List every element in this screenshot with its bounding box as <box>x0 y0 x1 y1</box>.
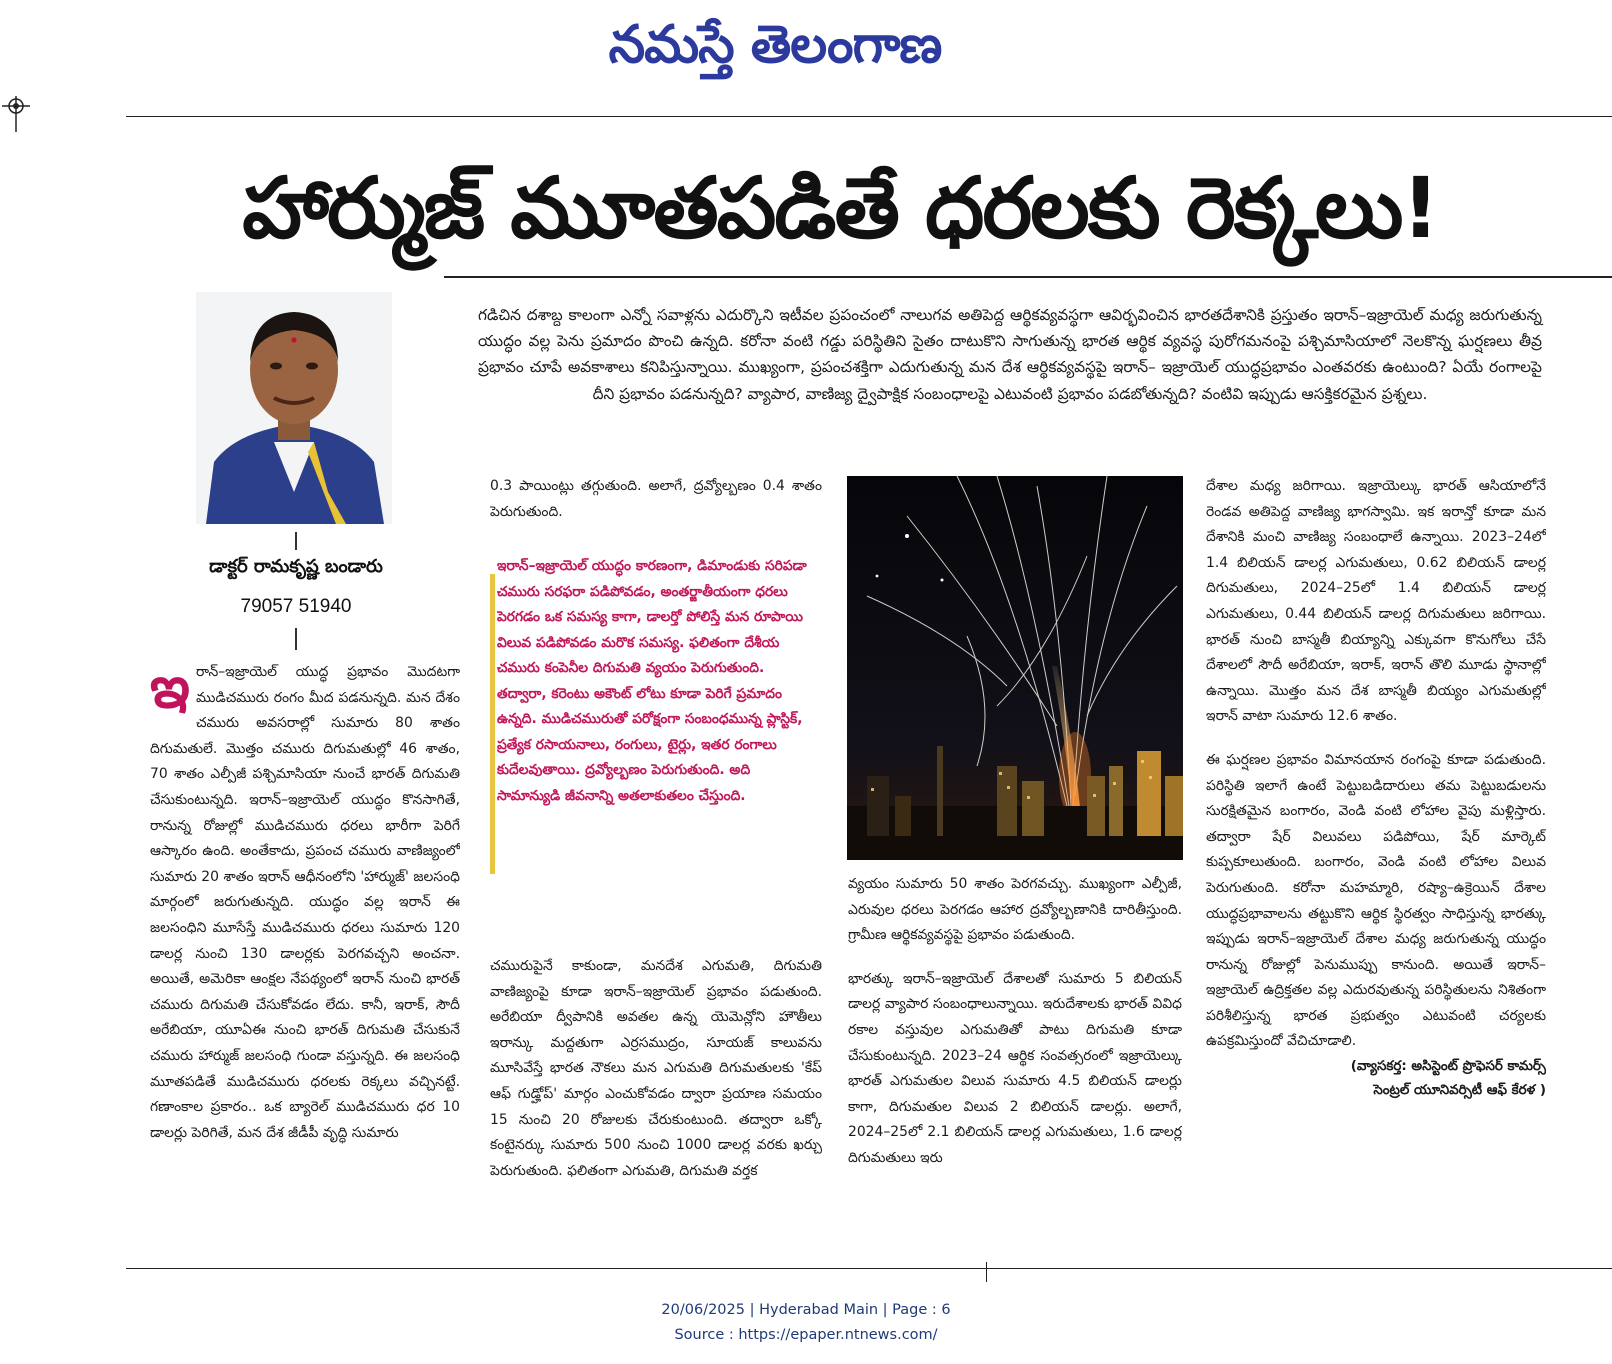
masthead-logo: నమస్తే తెలంగాణ <box>608 15 942 75</box>
news-photo <box>847 476 1183 860</box>
footer-source-link[interactable]: Source : https://epaper.ntnews.com/ <box>674 1327 938 1343</box>
author-credit-line-2: సెంట్రల్ యూనివర్సిటీ ఆఫ్ కేరళ ) <box>1373 1083 1546 1099</box>
lead-paragraph: గడిచిన దశాబ్ద కాలంగా ఎన్నో సవాళ్లను ఎదుర్కొని ఇటీవల ప్రపంచంలో నాలుగవ అతిపెద్ద ఆర్థికవ్యవస్థగా ఆవిర్భవించిన భారతదేశానికి ప్రస్తుతం ఇరాన్–ఇజ్రాయెల్ మధ్య జరుగుతున్న యుద్ధం వల్ల పెను ప్రమాదం పొంచి ఉన్నది. కరోనా వంటి గడ్డు పరిస్థితిని సైతం దాటుకొని సాగుతున్న భారత ఆర్థిక వ్యవస్థ పురోగమనంపై పశ్చిమాసియాలో నెలకొన్న ఘర్షణలు తీవ్ర ప్రభావం చూపే అవకాశాలు కనిపిస్తున్నాయి. ముఖ్యంగా, ప్రపంచశక్తిగా ఎదుగుతున్న మన దేశ ఆర్థికవ్యవస్థపై ఇరాన్– ఇజ్రాయెల్ యుద్ధప్రభావం ఎంతవరకు ఉంటుంది? ఏయే రంగాలపై దీని ప్రభావం పడనున్నది? వ్యాపార, వాణిజ్య ద్వైపాక్షిక సంబంధాలపై ఎటువంటి ప్రభావం పడబోతున్నది? వంటివి ఇప్పుడు ఆసక్తికరమైన ప్రశ్నలు. <box>478 306 1542 403</box>
column-1-text: రాన్–ఇజ్రాయెల్ యుద్ధ ప్రభావం మొదటగా ముడిచమురు రంగం మీద పడనున్నది. మన దేశం చమురు అవసరాల్లో సుమారు 80 శాతం దిగుమతులే. మొత్తం చమురు దిగుమతుల్లో 46 శాతం, 70 శాతం ఎల్పీజీ పశ్చిమాసియా నుంచే భారత్ దిగుమతి చేసుకుంటున్నది. ఇరాన్–ఇజ్రాయెల్ యుద్ధం కొనసాగితే, రానున్న రోజుల్లో ముడిచమురు ధరలు భారీగా పెరిగే ఆస్కారం ఉంది. అంతేకాదు, ప్రపంచ చమురు వాణిజ్యంలో సుమారు 20 శాతం ఇరాన్ ఆధీనంలోని 'హార్ముజ్' జలసంధి మార్గంలో జరుగుతున్నది. యుద్ధం వల్ల ఇరాన్ ఈ జలసంధిని మూసేస్తే ముడిచమురు ధరలు సుమారు 120 డాలర్ల నుంచి 130 డాలర్లకు పెరగవచ్చని అంచనా. అయితే, అమెరికా ఆంక్షల నేపథ్యంలో ఇరాన్ నుంచి భారత్ చమురు దిగుమతి చేసుకోవడం లేదు. కానీ, ఇరాక్, సౌదీ అరేబియా, యూఏఈ నుంచి భారత్ దిగుమతి చేసుకునే చమురు హార్ముజ్ జలసంధి గుండా వస్తున్నది. ఈ జలసంధి మూతపడితే ముడిచమురు ధరలకు రెక్కలు వచ్చినట్టే. గణాంకాల ప్రకారం.. ఒక బ్యారెల్ ముడిచమురు ధర 10 డాలర్లు పెరిగితే, మన దేశ జీడీపీ వృద్ధి సుమారు <box>150 664 460 1141</box>
headline: హార్ముజ్ మూతపడితే ధరలకు రెక్కలు! <box>242 159 1438 257</box>
column-2-top <box>490 474 822 534</box>
column-1 <box>150 660 460 1266</box>
column-2-top-text: 0.3 పాయింట్లు తగ్గుతుంది. అలాగే, ద్రవ్యోల్బణం 0.4 శాతం పెరుగుతుంది. <box>490 478 822 520</box>
column-3-paragraph-1: వ్యయం సుమారు 50 శాతం పెరగవచ్చు. ముఖ్యంగా ఎల్పీజీ, ఎరువుల ధరలు పెరగడం ఆహార ద్రవ్యోల్బణానికి దారితీస్తుంది. గ్రామీణ ఆర్థికవ్యవస్థపై ప్రభావం పడుతుంది. <box>848 876 1182 944</box>
author-phone: 79057 51940 <box>240 596 352 617</box>
byline-divider-bottom <box>295 628 297 650</box>
column-2-bottom <box>490 954 822 1266</box>
author-name: డాక్టర్ రామకృష్ణ బండారు <box>209 556 383 577</box>
column-4-paragraph-2: ఈ ఘర్షణల ప్రభావం విమానయాన రంగంపై కూడా పడుతుంది. పరిస్థితి ఇలాగే ఉంటే పెట్టుబడిదారులు తమ పెట్టుబడులను సురక్షితమైన బంగారం, వెండి వంటి లోహాల వైపు మళ్లిస్తారు. తద్వారా షేర్ విలువలు పడిపోయి, షేర్ మార్కెట్ కుప్పకూలుతుంది. బంగారం, వెండి వంటి లోహాల విలువ పెరుగుతుంది. కరోనా మహమ్మారి, రష్యా–ఉక్రెయిన్ దేశాల యుద్ధప్రభావాలను తట్టుకొని ఆర్థిక స్థిరత్వం సాధిస్తున్న భారత్కు ఇప్పుడు ఇరాన్–ఇజ్రాయెల్ దేశాల మధ్య జరుగుతున్న యుద్ధం రానున్న రోజుల్లో పెనుముప్పు కానుంది. అయితే ఇరాన్–ఇజ్రాయెల్ ఉద్రిక్తతల వల్ల ఎదురవుతున్న పరిస్థితులను నిశితంగా పరిశీలిస్తున్న భారత ప్రభుత్వం ఎటువంటి చర్యలకు ఉపక్రమిస్తుందో వేచిచూడాలి. <box>1206 751 1546 1050</box>
column-2-bottom-text: చమురుపైనే కాకుండా, మనదేశ ఎగుమతి, దిగుమతి వాణిజ్యంపై కూడా ఇరాన్–ఇజ్రాయెల్ ప్రభావం పడుతుంది. అరేబియా ద్వీపానికి అవతల ఉన్న యెమెన్లోని హౌతీలు ఇరాన్కు మద్దతుగా ఎర్రసముద్రం, సూయజ్ కాలువను మూసివేస్తే భారత నౌకలు మన ఎగుమతి దిగుమతులకు 'కేప్ ఆఫ్ గుడ్హోప్' మార్గం ఎంచుకోవడం ద్వారా ప్రయాణ సమయం 15 నుంచి 20 రోజులకు చేరుకుంటుంది. తద్వారా ఒక్కో కంటైనర్కు సుమారు 500 నుంచి 1000 డాలర్ల వరకు ఖర్చు పెరుగుతుంది. ఫలితంగా ఎగుమతి, దిగుమతి వర్తక <box>490 958 822 1179</box>
footer-date-line: 20/06/2025 | Hyderabad Main | Page : 6 <box>661 1302 951 1318</box>
pullquote: ఇరాన్–ఇజ్రాయెల్ యుద్ధం కారణంగా, డిమాండుకు సరిపడా చమురు సరఫరా పడిపోవడం, అంతర్జాతీయంగా ధరలు పెరగడం ఒక సమస్య కాగా, డాలర్తో పోలిస్తే మన రూపాయి విలువ పడిపోవడం మరొక సమస్య. ఫలితంగా దేశీయ చమురు కంపెనీల దిగుమతి వ్యయం పెరుగుతుంది. తద్వారా, కరెంటు అకౌంట్ లోటు కూడా పెరిగే ప్రమాదం ఉన్నది. ముడిచమురుతో పరోక్షంగా సంబంధమున్న ప్లాస్టిక్, ప్రత్యేక రసాయనాలు, రంగులు, టైర్లు, ఇతర రంగాలు కుదేలవుతాయి. ద్రవ్యోల్బణం పెరుగుతుంది. అది సామాన్యుడి జీవనాన్ని అతలాకుతలం చేస్తుంది. <box>497 558 807 804</box>
top-rule <box>126 116 1612 117</box>
column-3-paragraph-2: భారత్కు ఇరాన్–ఇజ్రాయెల్ దేశాలతో సుమారు 5 బిలియన్ డాలర్ల వ్యాపార సంబంధాలున్నాయి. ఇరుదేశాలకు భారత్ వివిధ రకాల వస్తువుల ఎగుమతితో పాటు దిగుమతి కూడా చేసుకుంటున్నది. 2023–24 ఆర్థిక సంవత్సరంలో ఇజ్రాయెల్కు భారత్ ఎగుమతుల విలువ సుమారు 4.5 బిలియన్ డాలర్లు కాగా, దిగుమతుల విలువ 2 బిలియన్ డాలర్లు. అలాగే, 2024–25లో 2.1 బిలియన్ డాలర్ల ఎగుమతులు, 1.6 డాలర్ల దిగుమతులు ఇరు <box>848 970 1182 1166</box>
missile-night-photo-icon <box>847 476 1183 860</box>
column-4-paragraph-1: దేశాల మధ్య జరిగాయి. ఇజ్రాయెల్కు భారత్ ఆసియాలోనే రెండవ అతిపెద్ద వాణిజ్య భాగస్వామి. ఇక ఇరాన్తో కూడా మన దేశానికి మంచి వాణిజ్య సంబంధాలే ఉన్నాయి. 2023–24లో 1.4 బిలియన్ డాలర్ల ఎగుమతులు, 0.62 బిలియన్ డాలర్ల దిగుమతులు, 2024–25లో 1.4 బిలియన్ డాలర్ల ఎగుమతులు, 0.44 బిలియన్ డాలర్ల దిగుమతులు జరిగాయి. భారత్ నుంచి బాస్మతీ బియ్యాన్ని ఎక్కువగా కొనుగోలు చేసే దేశాలలో సౌదీ అరేబియా, ఇరాక్, ఇరాన్ తొలి మూడు స్థానాల్లో ఉన్నాయి. మొత్తం మన దేశ బాస్మతీ బియ్యం ఎగుమతుల్లో ఇరాన్ వాటా సుమారు 12.6 శాతం. <box>1206 478 1546 725</box>
pullquote-bar <box>490 574 495 874</box>
registration-mark-icon <box>0 94 32 134</box>
column-3 <box>848 872 1182 1266</box>
author-portrait-icon <box>196 292 392 524</box>
byline-divider-top <box>295 532 297 550</box>
bottom-rule <box>126 1268 1612 1269</box>
drop-cap: ఇ <box>150 660 190 721</box>
author-credit-line-1: (వ్యాసకర్త: అసిస్టెంట్ ప్రొఫెసర్ కామర్స్ <box>1350 1059 1546 1075</box>
author-photo <box>196 292 392 524</box>
column-4 <box>1206 474 1546 1266</box>
